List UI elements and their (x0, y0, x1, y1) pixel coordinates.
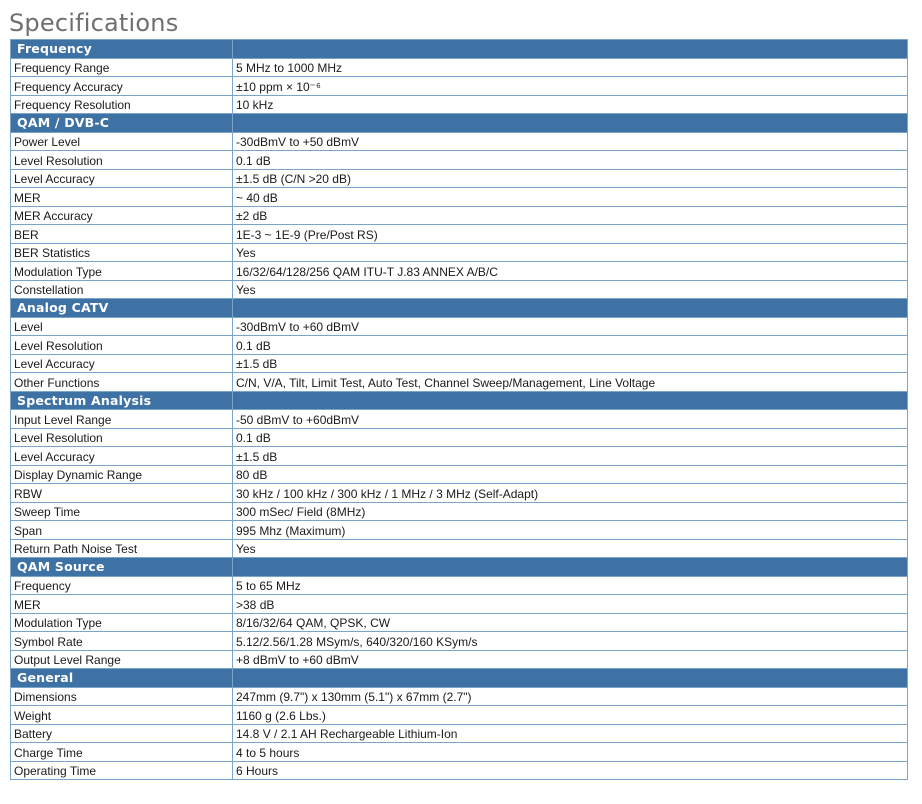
spec-value: ±1.5 dB (233, 447, 908, 466)
section-title: Spectrum Analysis (11, 391, 233, 410)
spec-label: Output Level Range (11, 650, 233, 669)
spec-label: Other Functions (11, 373, 233, 392)
section-title: QAM Source (11, 558, 233, 577)
spec-row (11, 225, 908, 244)
spec-row (11, 169, 908, 188)
spec-label: Level (11, 317, 233, 336)
spec-row (11, 687, 908, 706)
spec-row (11, 502, 908, 521)
spec-row (11, 336, 908, 355)
spec-label: Frequency Range (11, 58, 233, 77)
spec-row (11, 58, 908, 77)
section-header-spacer (233, 114, 908, 133)
spec-label: Frequency (11, 576, 233, 595)
spec-label: Dimensions (11, 687, 233, 706)
spec-value: 1160 g (2.6 Lbs.) (233, 706, 908, 725)
spec-row (11, 761, 908, 780)
page-title: Specifications (9, 9, 179, 37)
spec-value: 14.8 V / 2.1 AH Rechargeable Lithium-Ion (233, 724, 908, 743)
section-header (11, 558, 908, 577)
section-header-spacer (233, 40, 908, 59)
spec-table (10, 39, 908, 780)
spec-value: Yes (233, 280, 908, 299)
spec-label: Charge Time (11, 743, 233, 762)
section-title: General (11, 669, 233, 688)
spec-row (11, 595, 908, 614)
spec-value: ~ 40 dB (233, 188, 908, 207)
spec-label: Span (11, 521, 233, 540)
spec-value: ±10 ppm × 10⁻⁶ (233, 77, 908, 96)
spec-value: 8/16/32/64 QAM, QPSK, CW (233, 613, 908, 632)
spec-value: 6 Hours (233, 761, 908, 780)
spec-row (11, 206, 908, 225)
spec-label: Level Accuracy (11, 169, 233, 188)
section-title: Analog CATV (11, 299, 233, 318)
spec-label: BER (11, 225, 233, 244)
spec-value: ±2 dB (233, 206, 908, 225)
spec-row (11, 724, 908, 743)
spec-row (11, 447, 908, 466)
spec-row (11, 613, 908, 632)
spec-row (11, 243, 908, 262)
spec-label: Power Level (11, 132, 233, 151)
section-header (11, 299, 908, 318)
spec-label: Weight (11, 706, 233, 725)
spec-label: RBW (11, 484, 233, 503)
spec-table-body (11, 40, 908, 780)
spec-label: BER Statistics (11, 243, 233, 262)
spec-value: 16/32/64/128/256 QAM ITU-T J.83 ANNEX A/B/C (233, 262, 908, 281)
section-header-spacer (233, 669, 908, 688)
spec-value: -50 dBmV to +60dBmV (233, 410, 908, 429)
spec-label: Operating Time (11, 761, 233, 780)
spec-value: 0.1 dB (233, 336, 908, 355)
spec-label: Level Resolution (11, 151, 233, 170)
spec-value: 5 to 65 MHz (233, 576, 908, 595)
spec-value: 80 dB (233, 465, 908, 484)
spec-label: Display Dynamic Range (11, 465, 233, 484)
spec-value: +8 dBmV to +60 dBmV (233, 650, 908, 669)
spec-value: 300 mSec/ Field (8MHz) (233, 502, 908, 521)
spec-value: -30dBmV to +50 dBmV (233, 132, 908, 151)
spec-row (11, 280, 908, 299)
spec-value: 5.12/2.56/1.28 MSym/s, 640/320/160 KSym/s (233, 632, 908, 651)
section-header-spacer (233, 391, 908, 410)
spec-label: Symbol Rate (11, 632, 233, 651)
spec-row (11, 95, 908, 114)
spec-row (11, 410, 908, 429)
spec-label: Level Accuracy (11, 447, 233, 466)
section-header (11, 669, 908, 688)
spec-value: >38 dB (233, 595, 908, 614)
spec-value: 0.1 dB (233, 151, 908, 170)
spec-row (11, 77, 908, 96)
section-title: QAM / DVB-C (11, 114, 233, 133)
spec-row (11, 428, 908, 447)
spec-label: Frequency Accuracy (11, 77, 233, 96)
spec-row (11, 632, 908, 651)
section-header (11, 40, 908, 59)
spec-value: C/N, V/A, Tilt, Limit Test, Auto Test, Channel Sweep/Management, Line Voltage (233, 373, 908, 392)
spec-label: Constellation (11, 280, 233, 299)
section-header-spacer (233, 558, 908, 577)
spec-value: 247mm (9.7") x 130mm (5.1") x 67mm (2.7") (233, 687, 908, 706)
spec-label: Frequency Resolution (11, 95, 233, 114)
spec-label: MER (11, 188, 233, 207)
spec-label: MER (11, 595, 233, 614)
spec-value: 10 kHz (233, 95, 908, 114)
section-header (11, 391, 908, 410)
spec-value: Yes (233, 243, 908, 262)
spec-row (11, 354, 908, 373)
spec-label: Modulation Type (11, 262, 233, 281)
spec-row (11, 132, 908, 151)
spec-label: MER Accuracy (11, 206, 233, 225)
spec-value: Yes (233, 539, 908, 558)
spec-row (11, 539, 908, 558)
spec-row (11, 650, 908, 669)
spec-value: 5 MHz to 1000 MHz (233, 58, 908, 77)
spec-value: 995 Mhz (Maximum) (233, 521, 908, 540)
spec-label: Level Resolution (11, 428, 233, 447)
spec-row (11, 743, 908, 762)
spec-value: 1E-3 ~ 1E-9 (Pre/Post RS) (233, 225, 908, 244)
spec-label: Return Path Noise Test (11, 539, 233, 558)
spec-row (11, 188, 908, 207)
spec-row (11, 317, 908, 336)
spec-label: Modulation Type (11, 613, 233, 632)
spec-row (11, 262, 908, 281)
spec-label: Sweep Time (11, 502, 233, 521)
spec-row (11, 521, 908, 540)
spec-row (11, 484, 908, 503)
spec-row (11, 706, 908, 725)
spec-label: Battery (11, 724, 233, 743)
spec-value: 4 to 5 hours (233, 743, 908, 762)
spec-label: Input Level Range (11, 410, 233, 429)
spec-row (11, 465, 908, 484)
spec-value: ±1.5 dB (C/N >20 dB) (233, 169, 908, 188)
spec-value: -30dBmV to +60 dBmV (233, 317, 908, 336)
spec-value: 30 kHz / 100 kHz / 300 kHz / 1 MHz / 3 MHz (Self-Adapt) (233, 484, 908, 503)
section-header-spacer (233, 299, 908, 318)
spec-row (11, 151, 908, 170)
spec-row (11, 373, 908, 392)
spec-value: ±1.5 dB (233, 354, 908, 373)
spec-label: Level Resolution (11, 336, 233, 355)
section-title: Frequency (11, 40, 233, 59)
spec-value: 0.1 dB (233, 428, 908, 447)
section-header (11, 114, 908, 133)
spec-row (11, 576, 908, 595)
spec-label: Level Accuracy (11, 354, 233, 373)
